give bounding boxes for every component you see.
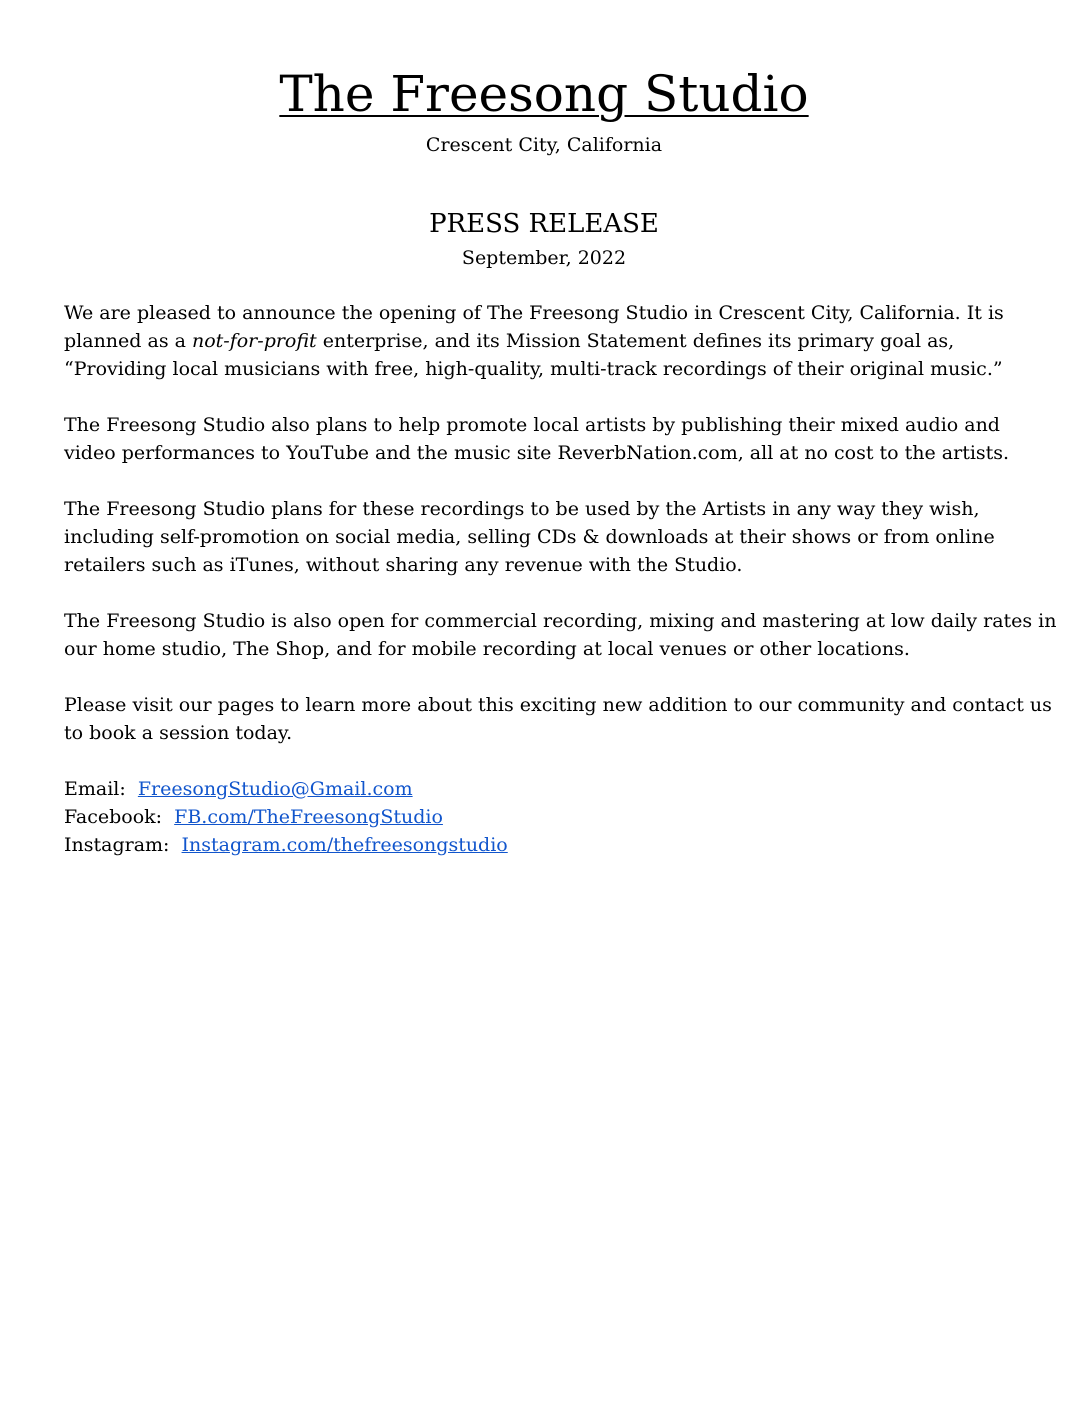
contact-email-row: [64, 775, 1034, 803]
email-link[interactable]: FreesongStudio@Gmail.com: [137, 778, 413, 800]
paragraph-line: our home studio, The Shop, and for mobile recording at local venues or other locations.: [64, 638, 910, 660]
paragraph-line: Please visit our pages to learn more about this exciting new addition to our community and contact us: [64, 694, 1052, 716]
contact-email-label: Email:: [64, 778, 126, 800]
text-run: enterprise, and its Mission Statement defines its primary goal as,: [316, 330, 955, 352]
paragraph-line: including self-promotion on social media, selling CDs & downloads at their shows or from online: [64, 526, 995, 548]
contact-list: [64, 775, 1034, 859]
paragraph-line: retailers such as iTunes, without sharing any revenue with the Studio.: [64, 554, 743, 576]
press-release-date: September, 2022: [461, 247, 627, 269]
document-title: The Freesong Studio: [279, 65, 809, 123]
paragraph-call-to-action: [64, 691, 1052, 747]
paragraph-line: The Freesong Studio is also open for commercial recording, mixing and mastering at low daily rates in: [64, 610, 1057, 632]
paragraph-commercial: [64, 607, 1057, 663]
paragraph-line: We are pleased to announce the opening of The Freesong Studio in Crescent City, California. It is: [64, 302, 1004, 324]
text-run: planned as a: [64, 330, 192, 352]
press-release-body: [64, 299, 1057, 859]
instagram-link[interactable]: Instagram.com/thefreesongstudio: [181, 834, 508, 856]
paragraph-line: to book a session today.: [64, 722, 293, 744]
document-location: Crescent City, California: [425, 134, 663, 156]
emphasis-text: not-for-profit: [191, 330, 317, 352]
contact-instagram-row: [64, 831, 1034, 859]
paragraph-line: [64, 327, 1034, 355]
paragraph-announcement: [64, 299, 1034, 383]
press-release-heading: PRESS RELEASE: [429, 209, 659, 239]
paragraph-line: “Providing local musicians with free, high-quality, multi-track recordings of their original music.”: [64, 358, 1003, 380]
paragraph-usage: [64, 495, 1034, 579]
contact-instagram-label: Instagram:: [64, 834, 170, 856]
facebook-link[interactable]: FB.com/TheFreesongStudio: [174, 806, 443, 828]
paragraph-line: The Freesong Studio also plans to help promote local artists by publishing their mixed audio and: [64, 414, 1000, 436]
paragraph-line: The Freesong Studio plans for these recordings to be used by the Artists in any way they wish,: [64, 498, 980, 520]
paragraph-promotion: [64, 411, 1034, 467]
paragraph-line: video performances to YouTube and the music site ReverbNation.com, all at no cost to the artists.: [64, 442, 1010, 464]
contact-facebook-label: Facebook:: [64, 806, 163, 828]
contact-facebook-row: [64, 803, 1034, 831]
